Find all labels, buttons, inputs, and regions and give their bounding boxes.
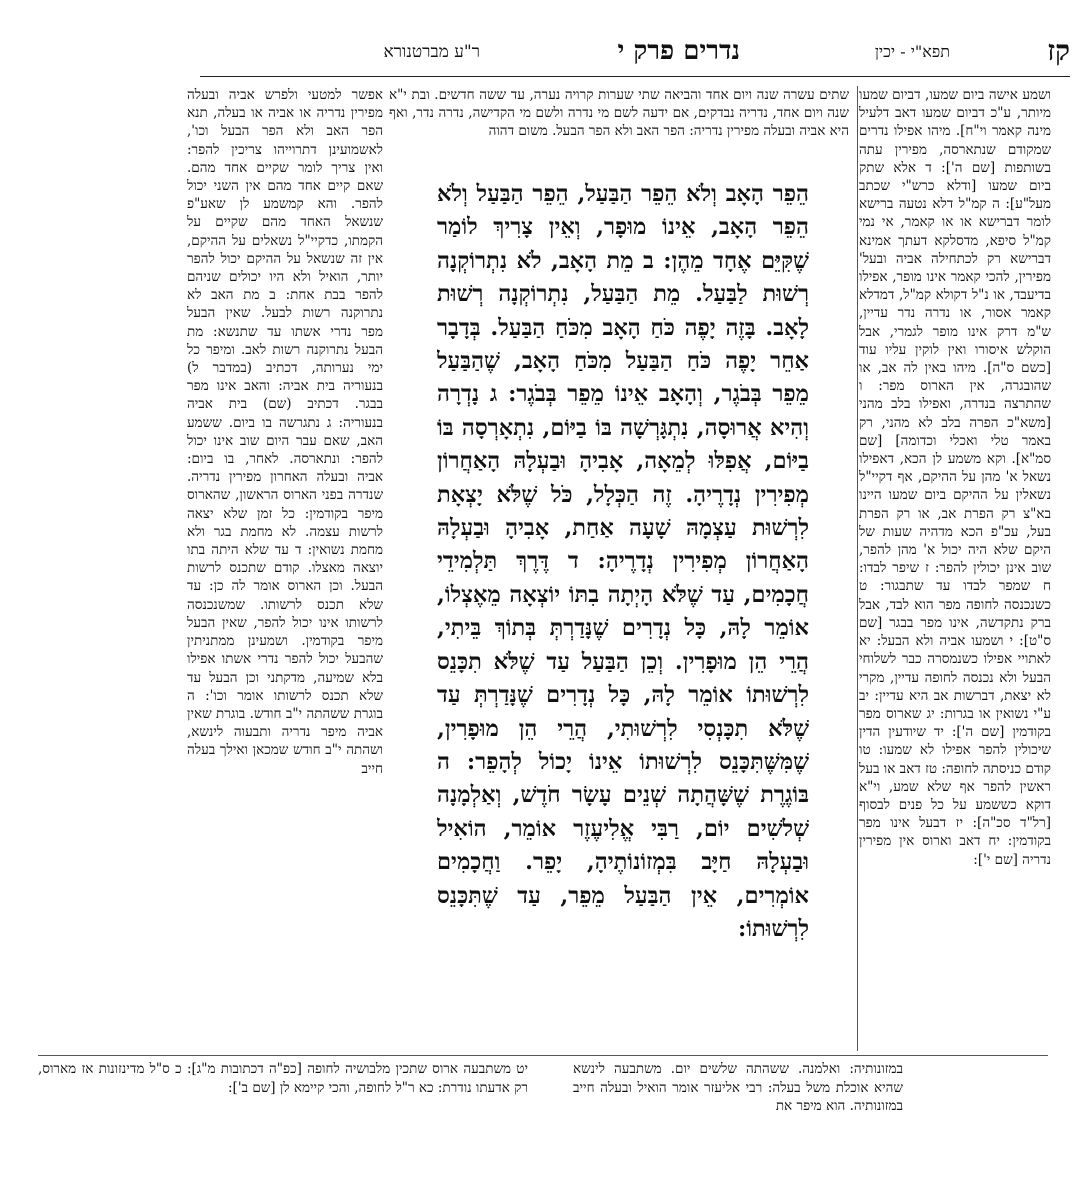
- header-range: תפא"י - יכין: [874, 42, 950, 61]
- commentary-text: יט משתבעה ארוס שתכין מלבושיה לחופה [כפ"ה דכתובות מ"ג]: כ ס"ל מדינזונות אז מארוס, רק אדעתו נודרת: כא ר"ל לחופה, והכי קיימא לן [שם ב']:: [38, 1061, 528, 1096]
- header-rule: [200, 76, 1070, 77]
- commentary-text: במזונותיה: ואלמנה. ששהתה שלשים יום. משתבעה לינשא שהיא אוכלת משל בעלה: רבי אליעזר אומר הואיל ובעלה חייב במזונותיה. הוא מיפר את: [573, 1061, 903, 1114]
- commentary-column-tiferet: [859, 86, 1051, 1051]
- commentary-top-block: [389, 86, 849, 176]
- mishna-text: הֵפֵר הָאָב וְלֹא הֵפֵר הַבַּעַל, הֵפֵר הַבַּעַל וְלֹא הֵפֵר הָאָב, אֵינוֹ מוּפָר, וְאֵין צָרִיךְ לוֹמַר שֶׁקִּיֵּם אֶחָד מֵהֶן: ב מֵת הָאָב, לֹא נִתְרוֹקְנָה רְשׁוּת לַבַּעַל. מֵת הַבַּעַל, נִתְרוֹקְנָה רְשׁוּת לָאָב. בָּזֶה יָפֶה כֹּחַ הָאָב מִכֹּחַ הַבַּעַל. בְּדָבָר אַחֵר יָפֶה כֹּחַ הַבַּעַל מִכֹּחַ הָאָב, שֶׁהַבַּעַל מֵפֵר בְּבֹגֶר, וְהָאָב אֵינוֹ מֵפֵר בְּבֹגֶר: ג נָדְרָה וְהִיא אֲרוּסָה, נִתְגָּרְשָׁה בּוֹ בַיּוֹם, נִתְאָרְסָה בּוֹ בַיּוֹם, אֲפִלּוּ לְמֵאָה, אָבִיהָ וּבַעְלָהּ הָאַחֲרוֹן מְפִירִין נְדָרֶיהָ. זֶה הַכְּלָל, כֹּל שֶׁלֹּא יָצְאָת לִרְשׁוּת עַצְמָהּ שָׁעָה אַחַת, אָבִיהָ וּבַעְלָהּ הָאַחֲרוֹן מְפִירִין נְדָרֶיהָ: ד דֶּרֶךְ תַּלְמִידֵי חֲכָמִים, עַד שֶׁלֹּא הָיְתָה בִתּוֹ יוֹצְאָה מֵאֶצְלוֹ, אוֹמֵר לָהּ, כָּל נְדָרִים שֶׁנָּדַרְתְּ בְּתוֹךְ בֵּיתִי, הֲרֵי הֵן מוּפָרִין. וְכֵן הַבַּעַל עַד שֶׁלֹּא תִכָּנֵס לִרְשׁוּתוֹ אוֹמֵר לָהּ, כָּל נְדָרִים שֶׁנָּדַרְתְּ עַד שֶׁלֹּא תִכָּנְסִי לִרְשׁוּתִי, הֲרֵי הֵן מוּפָרִין, שֶׁמִּשֶּׁתִּכָּנֵס לִרְשׁוּתוֹ אֵינוֹ יָכוֹל לְהָפֵר: ה בּוֹגֶרֶת שֶׁשָּׁהֲתָה שְׁנֵים עָשָׂר חֹדֶשׁ, וְאַלְמָנָה שְׁלֹשִׁים יוֹם, רַבִּי אֱלִיעֶזֶר אוֹמֵר, הוֹאִיל וּבַעְלָהּ חַיָּב בִּמְזוֹנוֹתֶיהָ, יָפֵר. וַחֲכָמִים אוֹמְרִים, אֵין הַבַּעַל מֵפֵר, עַד שֶׁתִּכָּנֵס לִרְשׁוּתוֹ:: [437, 181, 809, 942]
- mishna-column: [437, 178, 809, 1058]
- commentary-bottom-left: [38, 1060, 528, 1170]
- bottom-divider: [38, 1055, 1048, 1056]
- page-header: [200, 34, 1070, 78]
- page-number: קז: [1047, 34, 1070, 67]
- commentary-text: שתים עשרה שנה ויום אחד והביאה שתי שערות קרויה נערה, עד ששה חדשים. ובת י"א שנה ויום אחד, נדריה נבדקים, אם ידעה לשם מי נדרה ולשם מי הקדישה, נדרה נדר, ואף היא אביה ובעלה מפירין נדריה: הפר האב ולא הפר הבעל. משום דהוה: [389, 87, 849, 140]
- page-title: נדרים פרק י: [617, 36, 740, 66]
- commentary-text: אפשר למטעי ולפרש אביה ובעלה מפירין נדריה או אביה או בעלה, תנא הפר האב ולא הפר הבעל וכו', לאשמועינן דתרוייהו צריכין להפר: ואין צריך לומר שקיים אחד מהם. שאם קיים אחד מהם אין השני יכול להפר. והא קמשמע לן שאע"פ שנשאל האחד מהם שקיים על הקמתו, כדקיי"ל נשאלים על ההיקם, אין זה שנשאל על ההיקם יכול להפר יותר, הואיל ולא היו יכולים שניהם להפר בבת אחת: ב מת האב לא נתרוקנה רשות לבעל. שאין הבעל מפר נדרי אשתו עד שתנשא: מת הבעל נתרוקנה רשות לאב. ומיפר כל ימי נערותה, דכתיב (במדבר ל) בנעוריה בית אביה: והאב אינו מפר בבגר. דכתיב (שם) בית אביה בנעוריה: ג נתגרשה בו ביום. ששמע האב, שאם עבר היום שוב אינו יכול להפר: ונתארסה. לאחר, בו ביום: אביה ובעלה האחרון מפירין נדריה. שנדרה בפני הארוס הראשון, שהארוס מיפר בקודמין: כל זמן שלא יצאה לרשות עצמה. לא מחמת בגר ולא מחמת נשואין: ד עד שלא היתה בתו יוצאה מאצלו. קודם שתכנס לרשות הבעל. וכן הארוס אומר לה כן: עד שלא תכנס לרשותו. שמשנכנסה לרשותו אינו יכול להפר, שאין הבעל מיפר בקודמין. ושמעינן ממתניתין שהבעל יכול להפר נדרי אשתו אפילו בלא שמיעה, מדקתני וכן הבעל עד שלא תכנס לרשותו אומר וכו': ה בוגרת ששהתה י"ב חודש. בוגרת שאין אביה מיפר נדריה ותבעוה לינשא, ושהתה י"ב חודש שמכאן ואילך בעלה חייב: [187, 87, 383, 777]
- column-divider: [857, 86, 858, 1051]
- commentary-bottom-right: [573, 1060, 903, 1170]
- commentary-column-bartenura: [187, 86, 383, 1051]
- commentary-text: ושמע אישה ביום שמעו, דביום שמעו מיותר, ע"כ דביום שמעו דאב דלעיל מינה קאמר וי"ח]. מיהו אפילו נדרים שמקודם שנתארסה, מפירין עתה בשותפות [שם ה']: ד אלא שתק ביום שמעו [ודלא כרש"י שכתב מעל"ע]: ה קמ"ל דלא נטעה ברישא לומר דברישא או או קאמר, אי נמי קמ"ל סיפא, מדסלקא דעתך אמינא דברישא רק לכתחילה אביה ובעל' מפירין, להכי קאמר אינו מופר, אפילו בדיעבד, או נ"ל דקולא קמ"ל, דמדלא קאמר אסור, או נדרה נדר עדיין, ש"מ דרק אינו מופר לגמרי, אבל הוקלש איסורו ואין לוקין עליו עוד [כשם ס"ה]. מיהו באין לה אב, או שהובגרה, אין הארוס מפר: ו שהתרצה בנדרה, ואפילו בלב מהני [משא"כ הפרה בלב לא מהני, רק באמר טלי ואכלי וכדומה] [שם סמ"א]. וקא משמע לן הכא, דאפילו נשאל א' מהן על ההיקם, אף דקיי"ל נשאלין על ההיקם ביום שמעו היינו בא"צ רק הפרת אב, או רק הפרת בעל, עכ"פ הכא מדהיה שעות של היקם שלא היה יכול א' מהן להפר, שוב אינן יכולין להפר: ז שיפר לבדו: ח שמפר לבדו עד שתבגור: ט כשנכנסה לחופה מפר הוא לבד, אבל ברק נתקדשה, אינו מפר בבגר [שם ס"ט]: י ושמעו אביה ולא הבעל: יא לאתויי אפילו כשנמסרה כבר לשלוחי הבעל ולא נכנסה לחופה עדיין, מקרי לא יצאת, דברשות אב היא עדיין: יב ע"י נשואין או בגרות: יג שארוס מפר בקודמין [שם ה']: יד שיודעין הדין שיכולין להפר אפילו לא שמעו: טו קודם כניסתה לחופה: טז דאב או בעל ראשין להפר אף שלא שמע, וי"א דוקא כששמע על כל פנים לבסוף [רל"ד סכ"ה]: יז דבעל אינו מפר בקודמין: יח דאב וארוס אין מפירין נדריה [שם י']:: [859, 87, 1051, 868]
- header-commentator: ר"ע מברטנורא: [383, 42, 480, 62]
